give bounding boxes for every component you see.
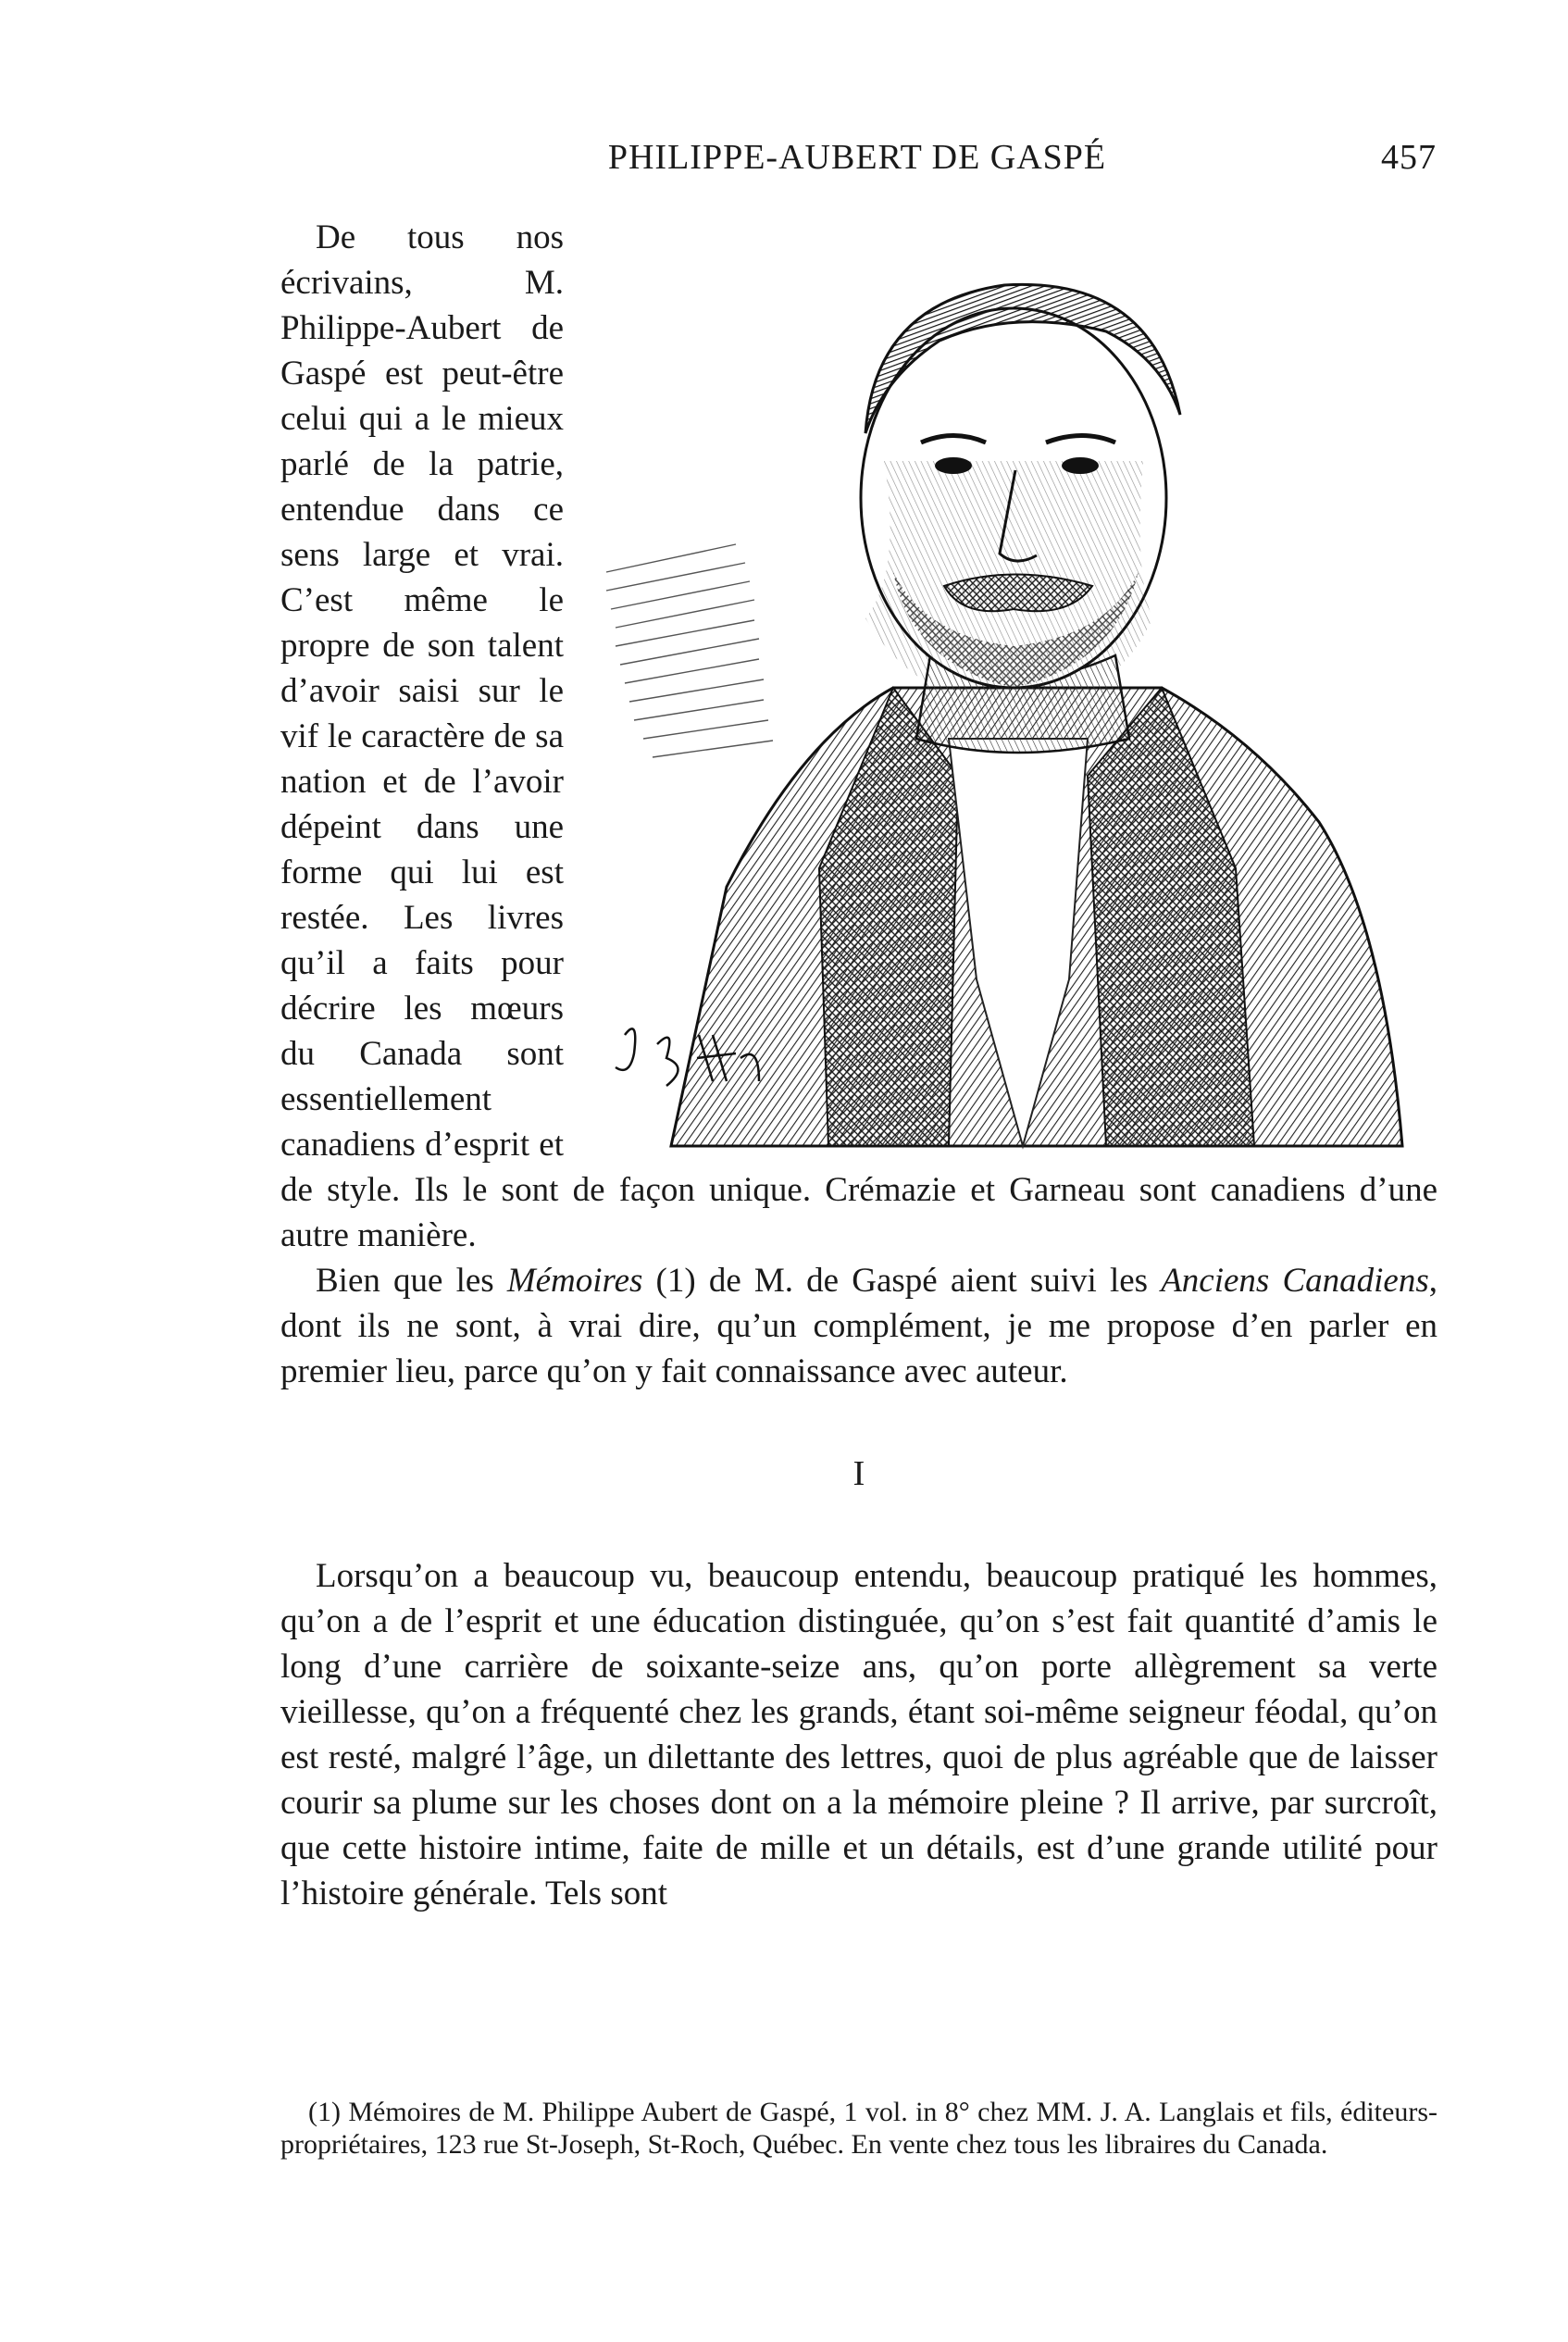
intro-text — [280, 215, 1437, 1394]
running-header — [278, 137, 1437, 189]
intro-p2-end: , dont ils ne sont, à vrai dire, qu’un complément, je me propose d’en parler en premier lieu, parce qu’on y fait connaissance avec auteur. — [280, 1262, 1437, 1390]
footnote — [280, 2096, 1437, 2161]
portrait-engraving-icon — [588, 220, 1437, 1151]
portrait-illustration — [588, 220, 1437, 1151]
intro-p2-mid: (1) de M. de Gaspé aient suivi les — [642, 1262, 1162, 1300]
memoires-title: Mémoires — [506, 1262, 643, 1300]
body-paragraph-1: Lorsqu’on a beaucoup vu, beaucoup entendu, beaucoup pratiqué les hommes, qu’on a de l’esprit et une éducation distinguée, qu’on s’est fait quantité d’amis le long d’une carrière de soixante-seize ans, qu’on porte allègrement sa verte vieillesse, qu’on a fréquenté chez les grands, étant soi-même seigneur féodal, qu’on est resté, malgré l’âge, un dilettante des lettres, quoi de plus agréable que de laisser courir sa plume sur les choses dont on a la mémoire pleine ? Il arrive, par surcroît, que cette histoire intime, faite de mille et un détails, est d’une grande utilité pour l’histoire générale. Tels sont — [280, 1557, 1437, 1912]
section-heading: I — [852, 1454, 865, 1493]
intro-paragraph-2 — [280, 1258, 1437, 1394]
anciens-canadiens-title: Anciens Canadiens — [1161, 1262, 1429, 1300]
running-title: PHILIPPE-AUBERT DE GASPÉ — [607, 138, 1107, 177]
intro-paragraph-1: De tous nos écrivains, M. Philippe-Aubert de Gaspé est peut-être celui qui a le mieux parlé de la patrie, entendue dans ce sens large et vrai. C’est même le propre de son talent d’avoir saisi sur le vif le caractère de sa nation et de l’avoir dépeint dans une forme qui lui est restée. Les livres qu’il a faits pour décrire les mœurs du Canada sont essentiellement canadiens d’esprit et de style. Ils le sont de façon unique. Crémazie et Garneau sont canadiens d’une autre manière. — [280, 218, 1437, 1254]
footnote-text: (1) Mémoires de M. Philippe Aubert de Gaspé, 1 vol. in 8° chez MM. J. A. Langlais et fils, éditeurs-propriétaires, 123 rue St-Joseph, St-Roch, Québec. En vente chez tous les libraires du Canada. — [280, 2097, 1437, 2160]
body-text — [280, 1553, 1437, 1916]
intro-p2-start: Bien que les — [316, 1262, 507, 1300]
page-number: 457 — [1381, 138, 1437, 177]
